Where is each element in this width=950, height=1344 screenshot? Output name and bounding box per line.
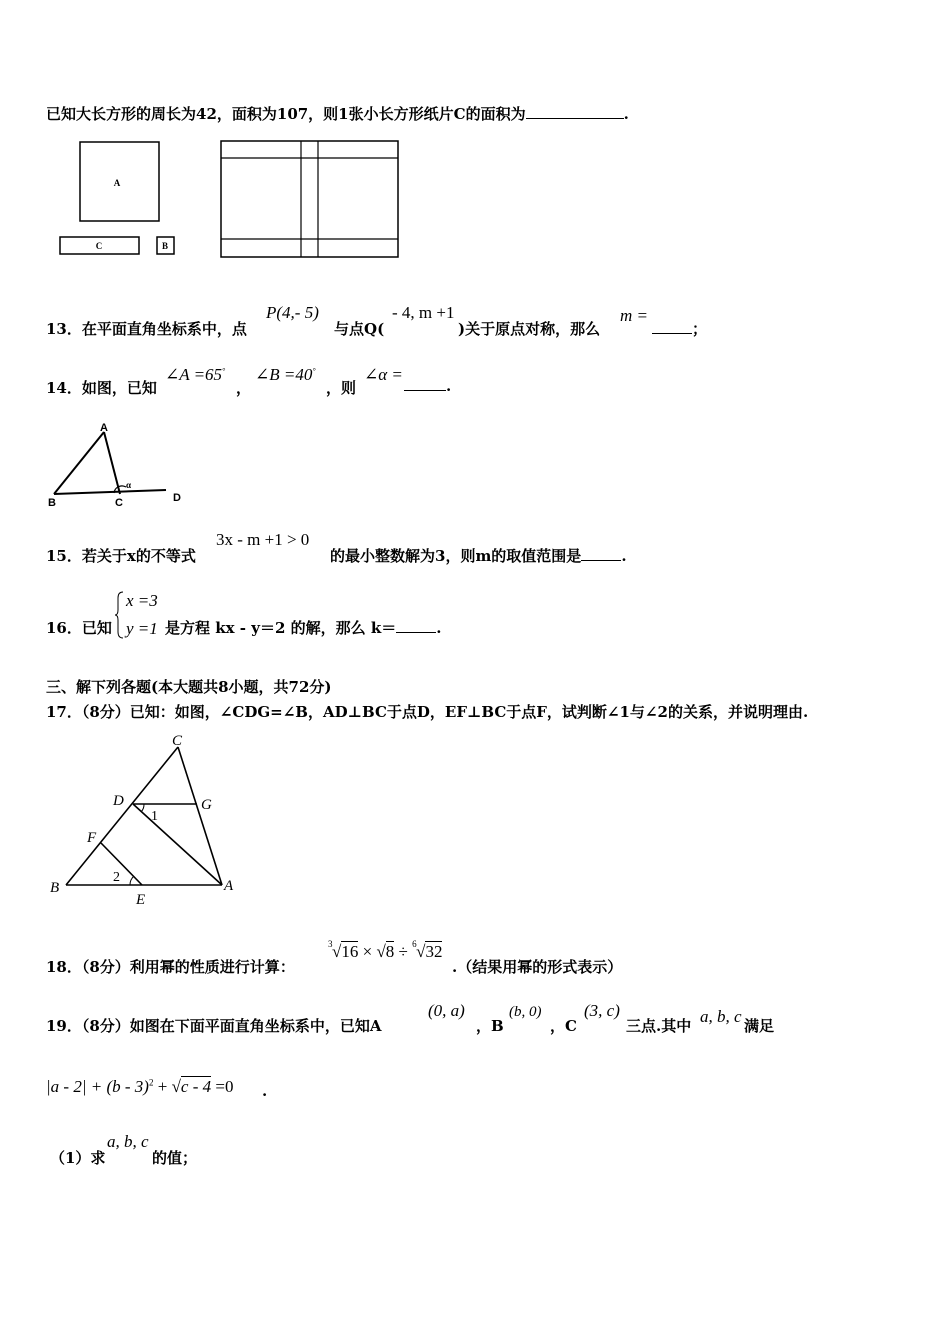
q12-figure-pieces [55,138,185,260]
q16-eq2: y =1 [126,619,158,638]
label-e: E [136,892,146,908]
q14-triangle-figure [44,418,194,513]
q18-times: × [362,942,373,961]
q14-answer [404,377,451,395]
q13-prefix: 13．在平面直角坐标系中，点 [46,320,247,338]
q19-1-prefix: （1）求 [50,1149,106,1167]
q16-eq1: x =3 [126,591,158,610]
q14-angle-a-text: ∠A =65 [165,365,223,384]
q13-end: ； [692,320,708,338]
label-a: A [224,878,234,894]
q12-answer-blank[interactable] [526,117,624,119]
q13-answer [652,318,707,339]
q19-1-vars: a, b, c [107,1132,149,1151]
q19-point-c: (3, c) [584,1001,620,1020]
q19-radicand: c - 4 [180,1077,212,1096]
q19-point-b: (b, 0) [509,1004,542,1020]
label-1: 1 [151,809,158,824]
q19-point-a: (0, a) [428,1001,465,1020]
line-bd [54,490,166,494]
q16-brace-icon [115,590,125,640]
label-g: G [201,797,212,813]
q15-end: . [621,547,627,565]
label-c: C [115,497,123,509]
q15-suffix [330,545,627,566]
q13-line [46,318,247,339]
q14-angle-b-text: ∠B =40 [255,365,313,384]
q15-inequality: 3x - m +1 > 0 [216,530,310,549]
q16-prefix: 16．已知 [46,619,112,637]
q13-m-equals: m = [620,306,648,325]
q19-square: 2 [148,1077,154,1088]
q14-end: . [446,377,452,395]
q18-radicand-32: 32 [425,942,443,961]
q13-point-q: - 4, m +1 [392,303,455,322]
label-c: C [172,733,183,749]
q14-sep2: ，则 [326,379,357,397]
label-b: B [48,497,56,509]
label-2: 2 [113,870,120,885]
q15-answer-blank[interactable] [581,559,621,561]
label-a: A [113,178,121,188]
label-c: C [95,241,103,251]
q18-divide: ÷ [398,942,408,961]
q18-cbrt16: 3 √16 [328,939,359,961]
q18-radicand-16: 16 [341,942,359,961]
q14-prefix: 14．如图，已知 [46,379,157,397]
label-d: D [173,492,181,504]
q17-text: 17．（8分）已知：如图，∠CDG=∠B，AD⊥BC于点D，EF⊥BC于点F，试判断∠1与∠2的关系，并说明理由. [46,703,809,721]
q12-text [46,103,629,124]
q14-answer-blank[interactable] [404,389,446,391]
q15-prefix: 15．若关于x的不等式 [46,547,196,565]
side-ac [104,432,120,494]
label-alpha: α [126,480,132,490]
q14-angle-b: ∠B =40° [255,365,316,384]
q19-mid: 三点.其中 [626,1017,692,1035]
q16-suffix-text: 是方程 kx - y＝2 的解，那么 k＝ [165,619,397,637]
angle-1-arc [141,804,144,812]
q18-suffix: .（结果用幂的形式表示） [452,958,623,976]
q13-point-p: P(4,- 5) [266,303,319,322]
angle-2-arc [130,876,134,885]
q19-sqrt: √ [171,1077,181,1096]
q12-figure-big-rectangle [218,138,402,262]
q16-answer-blank[interactable] [396,631,436,633]
q17-figure [44,728,244,908]
q19-end: 满足 [744,1017,775,1035]
q19-prefix: 19．（8分）如图在下面平面直角坐标系中，已知A [46,1017,382,1035]
q18-radicand-8: 8 [385,942,395,961]
q16-end: . [436,619,442,637]
q13-answer-blank[interactable] [652,332,692,334]
q14-angle-a: ∠A =65° [165,365,226,384]
side-ba [54,432,104,494]
q18-prefix: 18．（8分）利用幂的性质进行计算： [46,958,295,976]
label-b: B [50,880,60,896]
q19-1-suffix: 的值； [152,1149,198,1167]
q19-c-label: ，C [550,1017,577,1035]
q18-index-6: 6 [412,939,417,949]
q19-equation [46,1077,233,1097]
q13-mid: 与点Q( [334,320,385,338]
q18-sqrt8: √8 [376,942,395,961]
q18-index-3: 3 [328,939,333,949]
q18-expression [328,939,443,968]
q19-plus: + [157,1077,168,1096]
q12-statement: 已知大长方形的周长为42，面积为107，则1张小长方形纸片C的面积为 [46,105,526,123]
q15-suffix-text: 的最小整数解为3，则m的取值范围是 [330,547,582,565]
label-f: F [87,830,97,846]
q19-b-label: ，B [476,1017,504,1035]
q12-end: . [623,105,629,123]
label-b: B [161,241,169,251]
q18-root6-32: 6 √32 [412,939,443,961]
q19-dot: . [262,1082,268,1100]
section-3-title: 三、解下列各题(本大题共8小题，共72分) [46,678,332,696]
q14-angle-alpha: ∠α = [364,365,403,384]
label-a: A [100,422,108,434]
q19-eq-part1: |a - 2| + (b - 3) [46,1077,149,1096]
label-d: D [113,793,124,809]
q19-vars: a, b, c [700,1007,742,1026]
q13-mid2: )关于原点对称，那么 [458,320,601,338]
segment-fe [101,843,142,885]
q19-eq-zero: =0 [215,1077,234,1096]
q14-sep1: ， [236,379,252,397]
q16-suffix [165,617,441,638]
